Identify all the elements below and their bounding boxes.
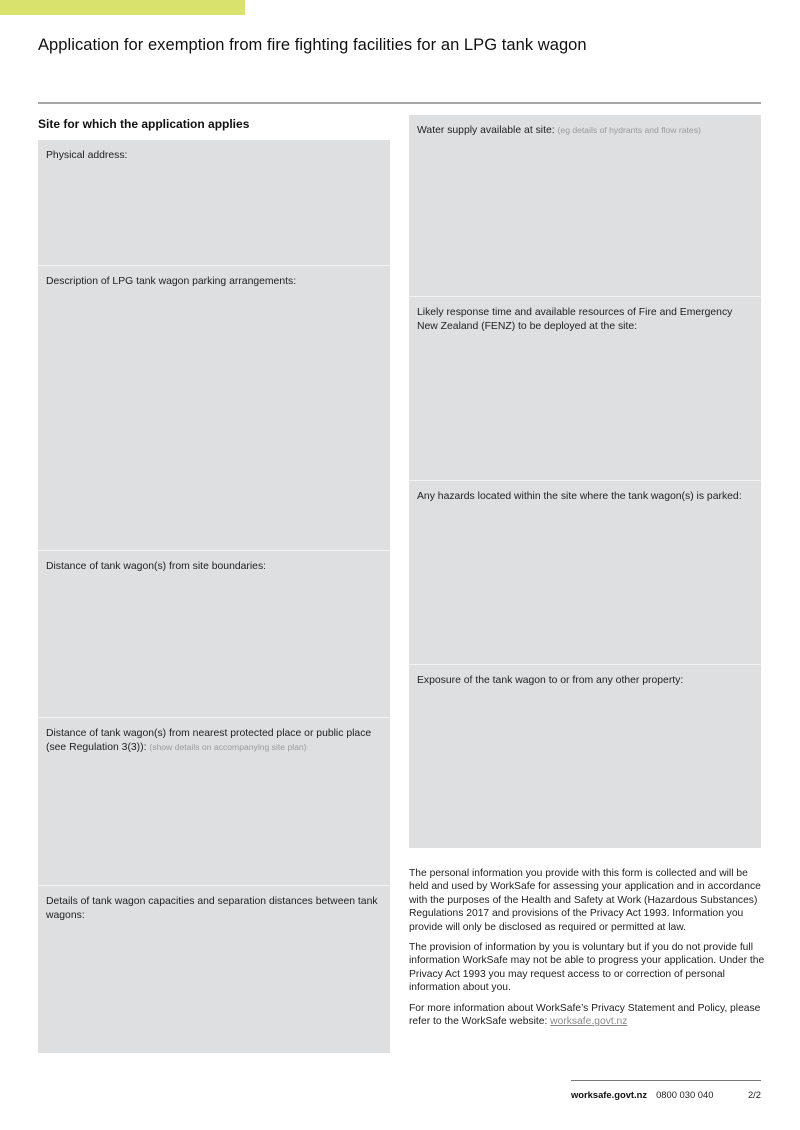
field-label: Physical address: bbox=[46, 150, 128, 161]
field-label: Details of tank wagon capacities and separation distances between tank wagons: bbox=[46, 896, 378, 921]
field-hint: (show details on accompanying site plan) bbox=[149, 741, 307, 752]
fenz-response-field[interactable] bbox=[409, 297, 761, 481]
page-number: 2/2 bbox=[747, 1089, 761, 1100]
field-hint: (eg details of hydrants and flow rates) bbox=[557, 125, 701, 135]
capacities-separation-field[interactable] bbox=[38, 886, 390, 1053]
site-hazards-field[interactable] bbox=[409, 481, 761, 665]
privacy-paragraph-2: The provision of information by you is voluntary but if you do not provide full information WorkSafe may not be able to progress your application. Under the Privacy Act 1993 you may request access to or correction of personal information about you. bbox=[409, 942, 765, 994]
worksafe-website-link[interactable]: worksafe.govt.nz bbox=[550, 1016, 628, 1028]
title-divider bbox=[38, 102, 761, 104]
privacy-paragraph-1: The personal information you provide with this form is collected and will be held and used by WorkSafe for assessing your application and in accordance with the purposes of the Health and Safety at Work (Hazardous Substances) Regulations 2017 and provisions of the Privacy Act 1993. Information you provide will only be disclosed as required or permitted at law. bbox=[409, 868, 761, 933]
physical-address-field[interactable] bbox=[38, 140, 390, 266]
property-exposure-field[interactable] bbox=[409, 665, 761, 848]
footer-website: worksafe.govt.nz bbox=[571, 1089, 648, 1100]
site-boundaries-distance-field[interactable] bbox=[38, 551, 390, 718]
field-label: Description of LPG tank wagon parking arrangements: bbox=[46, 276, 297, 287]
parking-arrangements-field[interactable] bbox=[38, 266, 390, 551]
privacy-paragraph-3 bbox=[409, 1002, 765, 1029]
protected-place-distance-field[interactable] bbox=[38, 718, 390, 886]
page-title: Application for exemption from fire fighting facilities for an LPG tank wagon bbox=[38, 36, 587, 54]
footer-divider bbox=[571, 1080, 761, 1081]
field-label: Distance of tank wagon(s) from nearest protected place or public place (see Regulation 3(3)): bbox=[46, 728, 372, 753]
field-label: Exposure of the tank wagon to or from any other property: bbox=[417, 675, 684, 686]
field-label: Likely response time and available resources of Fire and Emergency New Zealand (FENZ) to be deployed at the site: bbox=[417, 307, 733, 332]
section-heading: Site for which the application applies bbox=[38, 117, 250, 131]
water-supply-field[interactable] bbox=[409, 115, 761, 297]
field-label: Water supply available at site: bbox=[417, 125, 555, 136]
field-label: Any hazards located within the site where the tank wagon(s) is parked: bbox=[417, 491, 742, 502]
field-label: Distance of tank wagon(s) from site boundaries: bbox=[46, 561, 267, 572]
privacy-paragraph-3-text: For more information about WorkSafe’s Privacy Statement and Policy, please refer to the WorkSafe website: bbox=[409, 1002, 761, 1028]
footer bbox=[571, 1089, 761, 1100]
privacy-notice bbox=[409, 867, 765, 1035]
accent-bar bbox=[0, 0, 245, 15]
footer-phone: 0800 030 040 bbox=[656, 1089, 714, 1100]
